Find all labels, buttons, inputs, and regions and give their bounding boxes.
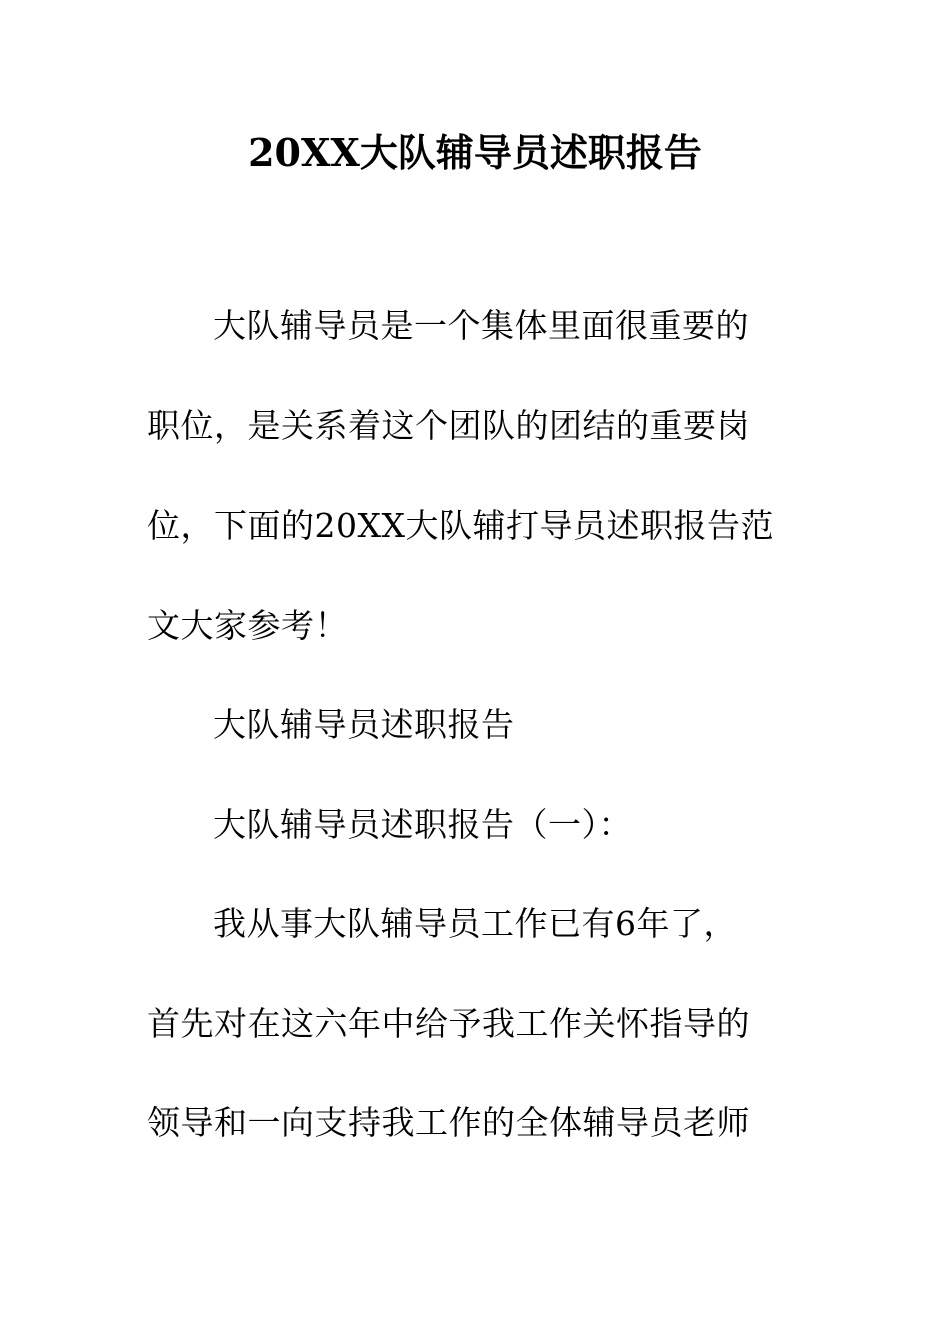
document-title: 20XX大队辅导员述职报告 [248,130,702,175]
paragraph-line: 职位，是关系着这个团队的团结的重要岗 [147,406,750,445]
paragraph-line: 领导和一向支持我工作的全体辅导员老师 [147,1103,750,1142]
paragraph-line: 文大家参考！ [147,606,348,645]
paragraph-line: 首先对在这六年中给予我工作关怀指导的 [147,1004,750,1043]
section-heading: 大队辅导员述职报告 [213,705,515,744]
subsection-heading: 大队辅导员述职报告（一）： [213,805,632,844]
paragraph-line: 位，下面的20XX大队辅打导员述职报告范 [147,506,774,545]
paragraph-line: 大队辅导员是一个集体里面很重要的 [213,306,749,345]
paragraph-line: 我从事大队辅导员工作已有6年了， [213,904,737,943]
